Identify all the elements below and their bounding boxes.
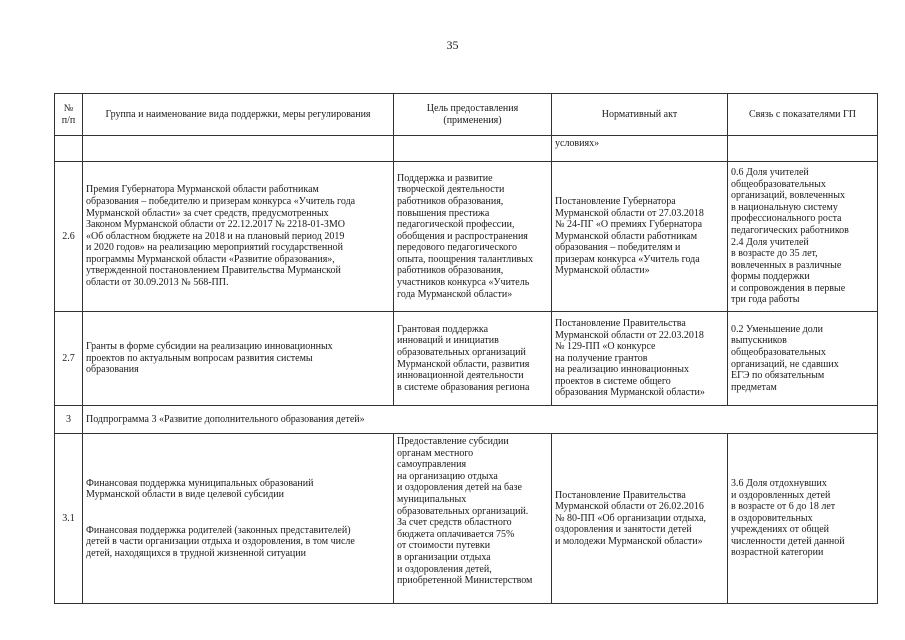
table-row [55, 162, 878, 312]
row-2-7-group: Гранты в форме субсидии на реализацию инновационных проектов по актуальным вопросам развития системы образования [83, 312, 394, 406]
row-3-1-act: Постановление Правительства Мурманской области от 26.02.2016 № 80-ПП «Об организации отдыха, оздоровления и занятости детей и молодежи Мурманской области» [552, 434, 728, 604]
row-3-1-link: 3.6 Доля отдохнувших и оздоровленных детей в возрасте от 6 до 18 лет в оздоровительных учреждениях от общей численности детей данной возрастной категории [728, 434, 878, 604]
table-row [55, 136, 878, 162]
row-2-7-act: Постановление Правительства Мурманской области от 22.03.2018 № 129-ПП «О конкурсе на получение грантов на реализацию инновационных проектов в системе общего образования Мурманской области» [552, 312, 728, 406]
subprogram-title: Подпрограмма 3 «Развитие дополнительного образования детей» [83, 406, 878, 434]
header-link: Связь с показателями ГП [728, 94, 878, 136]
row-3-1-goal: Предоставление субсидии органам местного самоуправления на организацию отдыха и оздоровления детей на базе муниципальных образовательных организаций. За счет средств областного бюджета оплачивается 75% от стоимости путевки в организации отдыха и оздоровления детей, приобретенной Министерством [394, 434, 552, 604]
row-2-6-group: Премия Губернатора Мурманской области работникам образования – победителю и призерам конкурса «Учитель года Мурманской области» за счет средств, предусмотренных Законом Мурманской области от 22.12.2017 № 2218-01-ЗМО «Об областном бюджете на 2018 и на плановый период 2019 и 2020 годов» на реализацию мероприятий государственной программы Мурманской области «Развитие образования», утвержденной постановлением Правительства Мурманской области от 30.09.2013 № 568-ПП. [83, 162, 394, 312]
page-number: 35 [446, 38, 459, 52]
row-3-1-group [83, 434, 394, 604]
row-2-7-num: 2.7 [55, 312, 83, 406]
row-3-num: 3 [55, 406, 83, 434]
header-act: Нормативный акт [552, 94, 728, 136]
row-2-6-goal: Поддержка и развитие творческой деятельности работников образования, повышения престижа педагогической профессии, обобщения и распространения передового педагогического опыта, поощрения талантливых работников образования, участников конкурса «Учитель года Мурманской области» [394, 162, 552, 312]
row-cont-link [728, 136, 878, 162]
header-goal: Цель предоставления (применения) [394, 94, 552, 136]
table-row [55, 312, 878, 406]
row-cont-num [55, 136, 83, 162]
subprogram-row [55, 406, 878, 434]
row-3-1-group-a: Финансовая поддержка муниципальных образований Мурманской области в виде целевой субсидии [86, 477, 314, 501]
header-num: № п/п [55, 94, 83, 136]
header-group: Группа и наименование вида поддержки, меры регулирования [83, 94, 394, 136]
row-cont-goal [394, 136, 552, 162]
row-cont-act: условиях» [552, 136, 728, 162]
row-2-6-link: 0.6 Доля учителей общеобразовательных организаций, вовлеченных в национальную систему профессионального роста педагогических работников 2.4 Доля учителей в возрасте до 35 лет, вовлеченных в различные формы поддержки и сопровождения в первые три года работы [728, 162, 878, 312]
table-row [55, 434, 878, 604]
row-2-6-num: 2.6 [55, 162, 83, 312]
row-2-6-act: Постановление Губернатора Мурманской области от 27.03.2018 № 24-ПГ «О премиях Губернатора Мурманской области работникам образования – победителям и призерам конкурса «Учитель года Мурманской области» [552, 162, 728, 312]
row-3-1-group-b: Финансовая поддержка родителей (законных представителей) детей в части организации отдыха и оздоровления, в том числе детей, находящихся в трудной жизненной ситуации [86, 524, 355, 559]
row-cont-group [83, 136, 394, 162]
support-measures-table [54, 93, 878, 604]
row-3-1-num: 3.1 [55, 434, 83, 604]
table-header-row [55, 94, 878, 136]
row-2-7-link: 0.2 Уменьшение доли выпускников общеобразовательных организаций, не сдавших ЕГЭ по обязательным предметам [728, 312, 878, 406]
row-2-7-goal: Грантовая поддержка инноваций и инициатив образовательных организаций Мурманской области, развития инновационной деятельности в системе образования региона [394, 312, 552, 406]
